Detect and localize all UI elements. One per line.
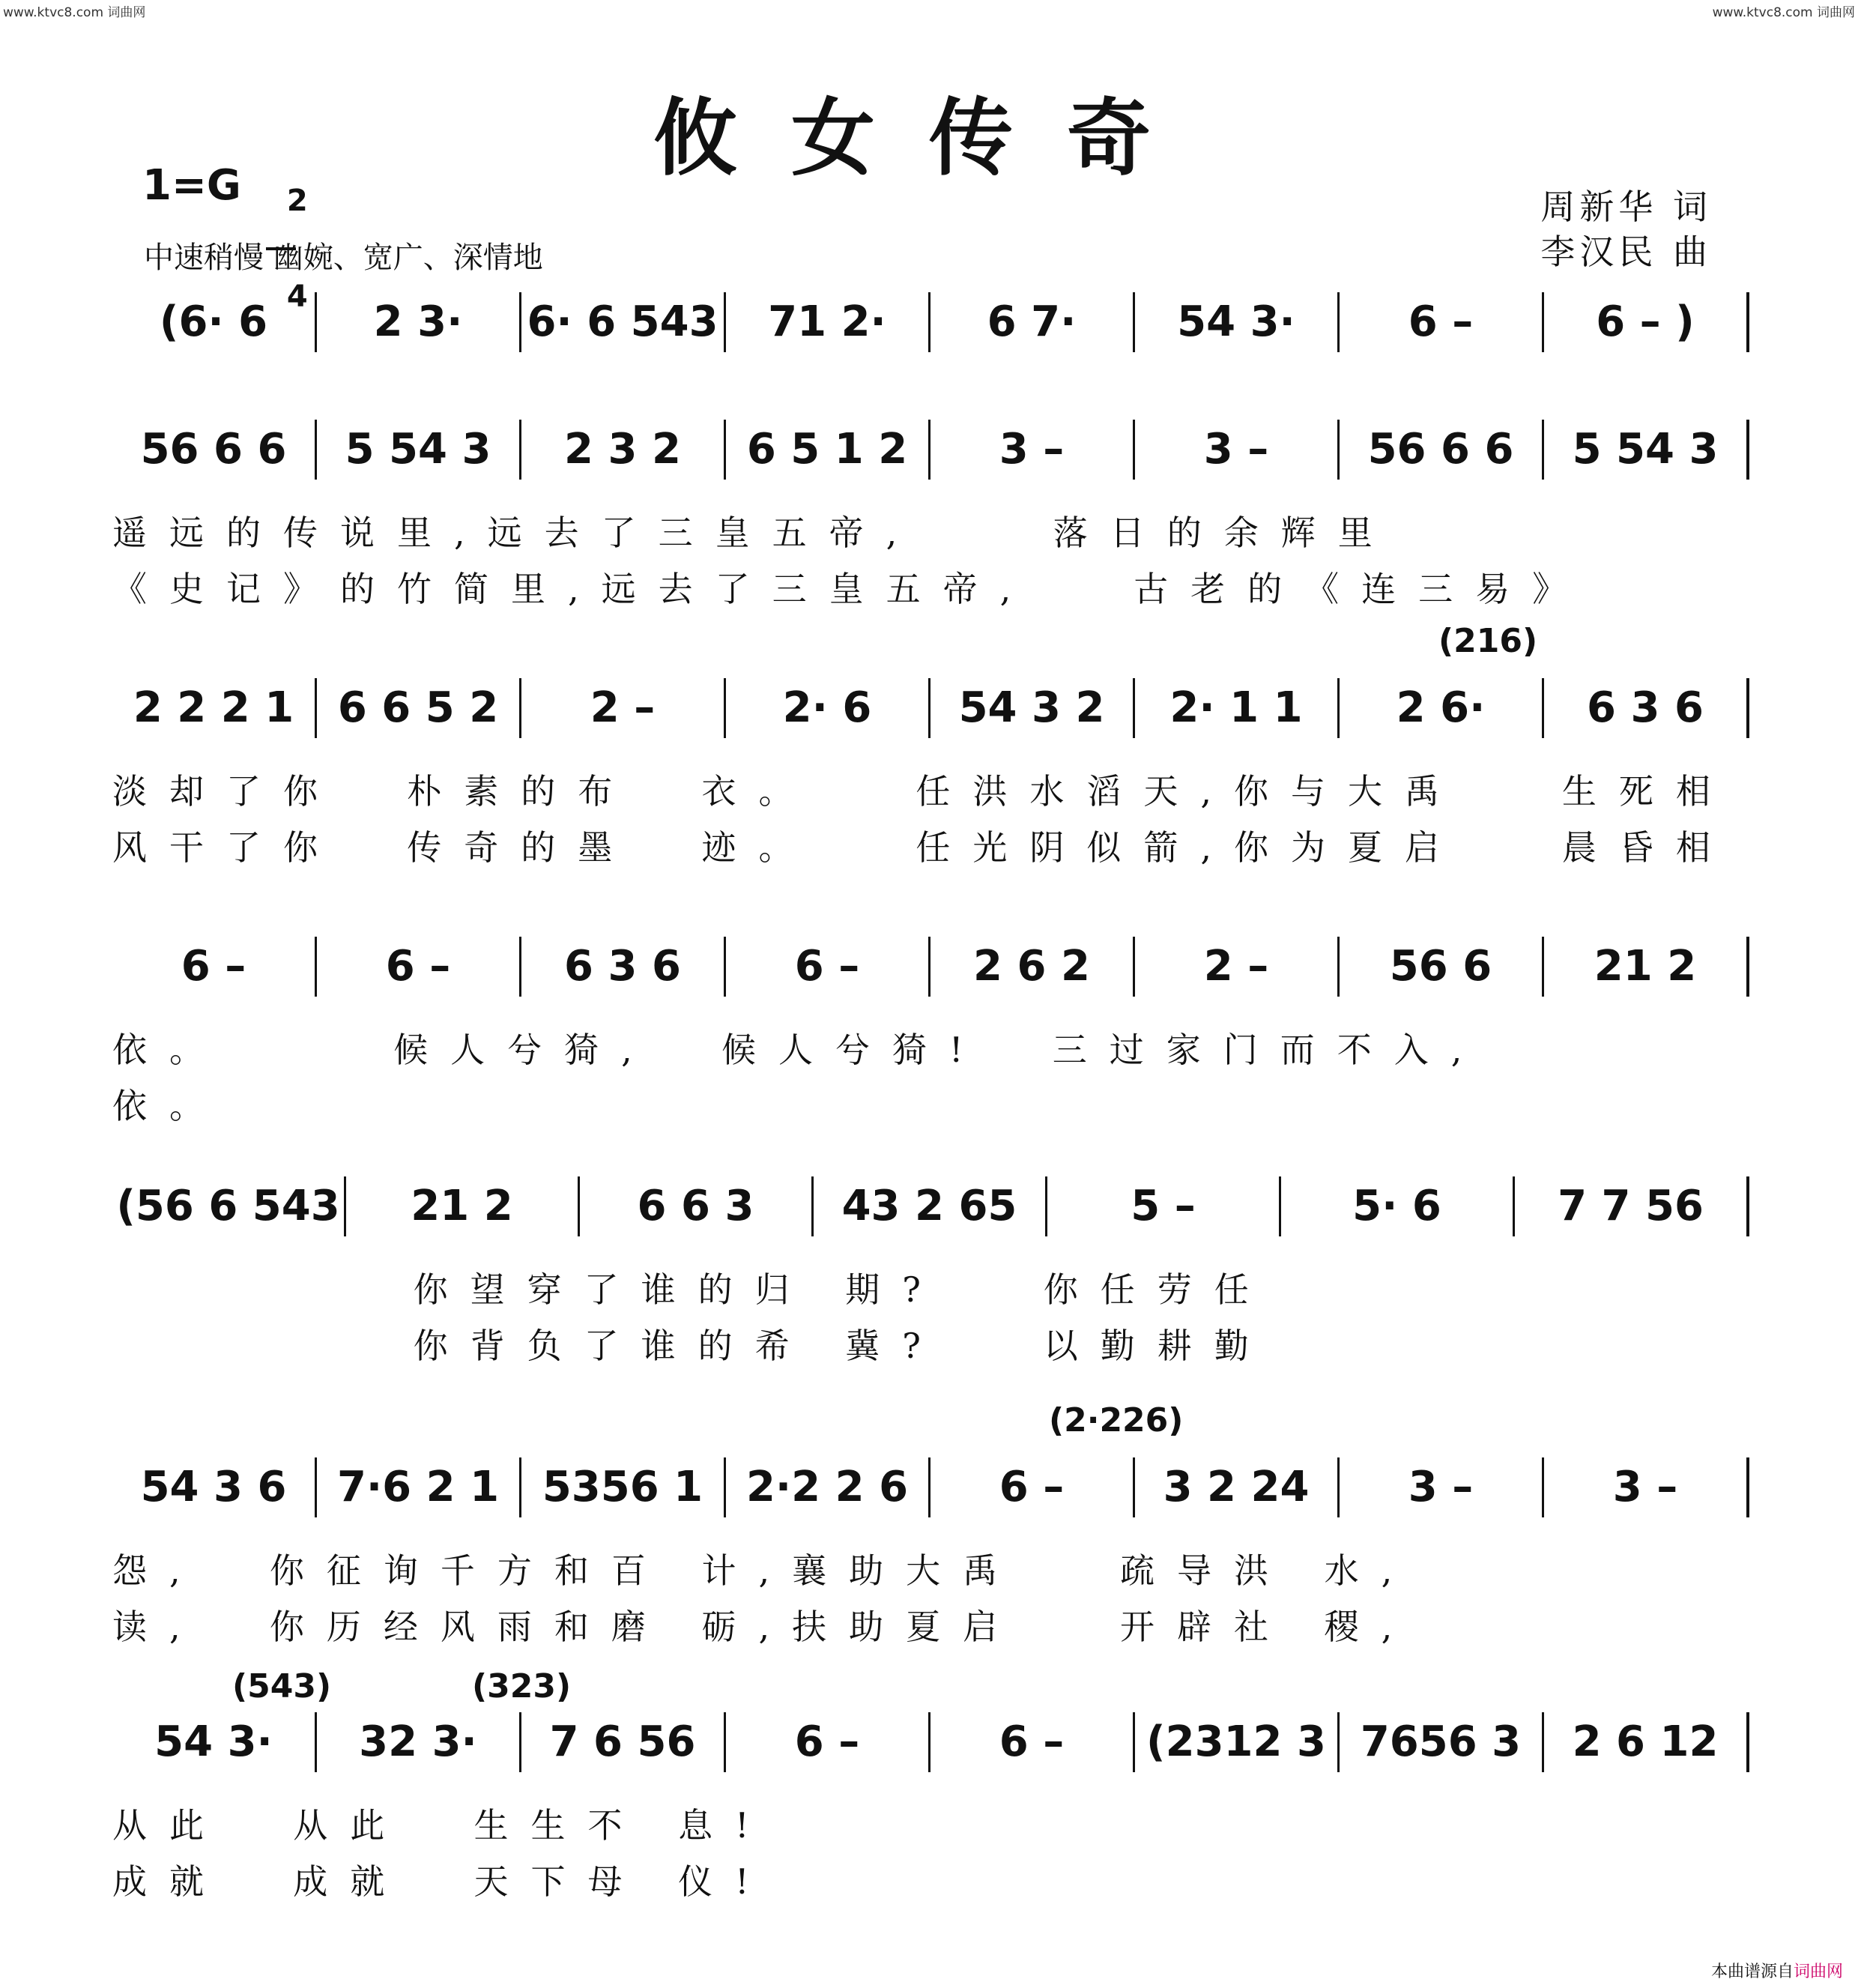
notes-line bbox=[112, 1176, 1749, 1236]
lyric-line: 遥远的传说里,远去了三皇五帝, 落日的余辉里 bbox=[112, 513, 1395, 553]
measure: 2·2 2 6 bbox=[724, 1457, 928, 1517]
ornament-annotation: (216) bbox=[1438, 622, 1538, 660]
measure: (56 6 543 bbox=[116, 1182, 340, 1230]
measure: 6 3 6 bbox=[519, 937, 724, 997]
lyric-line: 依。 bbox=[112, 1086, 226, 1126]
measure: 54 3· bbox=[1133, 292, 1337, 352]
lyricist-credit: 周新华 词 bbox=[1540, 187, 1712, 227]
measure: 71 2· bbox=[724, 292, 928, 352]
notes-line bbox=[112, 420, 1749, 480]
measure: 56 6 6 bbox=[140, 425, 287, 474]
measure: 6 – bbox=[181, 942, 246, 991]
measure: 6· 6 543 bbox=[519, 292, 724, 352]
measure: 6 – bbox=[928, 1712, 1133, 1772]
measure: 5356 1 bbox=[519, 1457, 724, 1517]
watermark-right: www.ktvc8.com 词曲网 bbox=[1712, 5, 1855, 20]
time-signature-top: 2 bbox=[286, 184, 308, 218]
measure: 6 6 5 2 bbox=[315, 678, 519, 738]
lyric-line: 读, 你历经风雨和磨 砺,扶助夏启 开辟社 稷, bbox=[112, 1607, 1415, 1647]
measure: 5 54 3 bbox=[1542, 420, 1746, 480]
lyric-line: 成就 成就 天下母 仪! bbox=[112, 1861, 772, 1902]
footer-text: 本曲谱源自 bbox=[1710, 1963, 1794, 1981]
measure: 6 – bbox=[724, 937, 928, 997]
measure: 56 6 6 bbox=[1337, 420, 1542, 480]
measure: 3 – bbox=[1337, 1457, 1542, 1517]
lyric-line: 《史记》的竹简里,远去了三皇五帝, 古老的《连三易》 bbox=[112, 569, 1590, 609]
measure: 3 – bbox=[928, 420, 1133, 480]
measure: 2 2 2 1 bbox=[133, 683, 294, 732]
lyric-line: 怨, 你征询千方和百 计,襄助大禹 疏导洪 水, bbox=[112, 1550, 1415, 1591]
measure: 2 – bbox=[1133, 937, 1337, 997]
measure: 2 6· bbox=[1337, 678, 1542, 738]
measure: 3 – bbox=[1542, 1457, 1746, 1517]
measure: (2312 3 bbox=[1133, 1712, 1337, 1772]
measure: 54 3· bbox=[154, 1717, 273, 1766]
ornament-annotation: (323) bbox=[472, 1667, 572, 1705]
score-system bbox=[112, 1176, 1749, 1424]
key-signature: 1=G bbox=[142, 161, 241, 210]
notes-line bbox=[112, 292, 1749, 352]
composer-credit: 李汉民 曲 bbox=[1540, 232, 1712, 272]
lyric-line: 淡却了你 朴素的布 衣。 任洪水滔天,你与大禹 生死相 bbox=[112, 771, 1733, 812]
score-system bbox=[112, 1667, 1749, 1960]
watermark-left: www.ktvc8.com 词曲网 bbox=[3, 5, 146, 20]
lyric-line: 风干了你 传奇的墨 迹。 任光阴似箭,你为夏启 晨昏相 bbox=[112, 827, 1733, 868]
score-system bbox=[112, 1401, 1749, 1705]
measure: 5 54 3 bbox=[315, 420, 519, 480]
measure: 7656 3 bbox=[1337, 1712, 1542, 1772]
notes-line bbox=[112, 678, 1749, 738]
measure: 6 5 1 2 bbox=[724, 420, 928, 480]
lyric-line: 你背负了谁的希 冀? 以勤耕勤 bbox=[112, 1326, 1271, 1366]
measure: 6 – bbox=[315, 937, 519, 997]
measure: 6 – ) bbox=[1542, 292, 1746, 352]
lyric-line: 依。 候人兮猗, 候人兮猗! 三过家门而不入, bbox=[112, 1030, 1485, 1070]
notes-line bbox=[112, 1712, 1749, 1772]
measure: 3 2 24 bbox=[1133, 1457, 1337, 1517]
ornament-annotation: (2·226) bbox=[1049, 1401, 1184, 1439]
measure: 2 – bbox=[519, 678, 724, 738]
measure: 6 3 6 bbox=[1542, 678, 1746, 738]
measure: 6 – bbox=[724, 1712, 928, 1772]
measure: 43 2 65 bbox=[811, 1176, 1045, 1236]
measure: 7·6 2 1 bbox=[315, 1457, 519, 1517]
measure: 56 6 bbox=[1337, 937, 1542, 997]
measure: 21 2 bbox=[1542, 937, 1746, 997]
measure: 6 – bbox=[1337, 292, 1542, 352]
song-title: 攸女传奇 bbox=[653, 89, 1205, 187]
footer-brand: 词曲网 bbox=[1793, 1963, 1843, 1981]
notes-line bbox=[112, 937, 1749, 997]
footer-source bbox=[1711, 1959, 1843, 1982]
measure: 6 7· bbox=[928, 292, 1133, 352]
measure: 2 3 2 bbox=[519, 420, 724, 480]
measure: 2 3· bbox=[315, 292, 519, 352]
measure: 3 – bbox=[1133, 420, 1337, 480]
measure: 21 2 bbox=[344, 1176, 578, 1236]
measure: 2· 6 bbox=[724, 678, 928, 738]
measure: 7 6 56 bbox=[519, 1712, 724, 1772]
measure: 5 – bbox=[1045, 1176, 1279, 1236]
measure: 54 3 2 bbox=[928, 678, 1133, 738]
measure: 54 3 6 bbox=[140, 1463, 287, 1511]
measure: 2 6 2 bbox=[928, 937, 1133, 997]
score-system bbox=[112, 937, 1749, 1184]
lyric-line: 从此 从此 生生不 息! bbox=[112, 1805, 772, 1846]
ornament-annotation: (543) bbox=[232, 1667, 332, 1705]
measure: 7 7 56 bbox=[1513, 1176, 1746, 1236]
score-system bbox=[112, 622, 1749, 925]
measure: (6· 6 bbox=[159, 297, 268, 346]
measure: 5· 6 bbox=[1279, 1176, 1513, 1236]
tempo-marking: 中速稍慢 幽婉、宽广、深情地 bbox=[144, 241, 543, 275]
measure: 6 6 3 bbox=[578, 1176, 811, 1236]
lyric-line: 你望穿了谁的归 期? 你任劳任 bbox=[112, 1269, 1271, 1310]
measure: 2 6 12 bbox=[1542, 1712, 1746, 1772]
measure: 2· 1 1 bbox=[1133, 678, 1337, 738]
notes-line bbox=[112, 1457, 1749, 1517]
time-signature-bottom: 4 bbox=[286, 280, 308, 314]
measure: 6 – bbox=[928, 1457, 1133, 1517]
measure: 32 3· bbox=[315, 1712, 519, 1772]
